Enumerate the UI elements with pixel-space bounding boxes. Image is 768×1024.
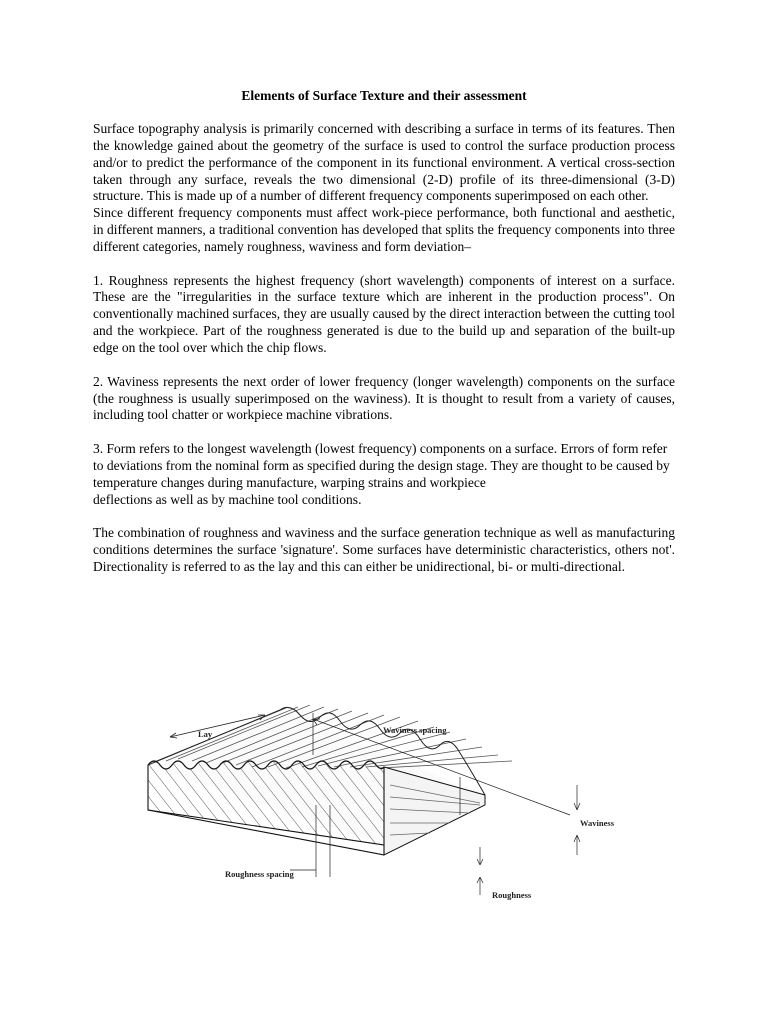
paragraph-convention: Since different frequency components must affect work-piece performance, both functional and aesthetic, in different manners, a traditional convention has developed that splits the frequency components into three different categories, namely roughness, waviness and form deviation–	[93, 205, 675, 254]
waviness-spacing-label: Waviness spacing	[383, 725, 447, 735]
specimen-block	[140, 705, 512, 855]
roughness-spacing-label: Roughness spacing	[225, 869, 294, 879]
lay-label: Lay	[198, 729, 213, 739]
paragraph-intro: Surface topography analysis is primarily concerned with describing a surface in terms of its features. Then the knowledge gained about the geometry of the surface is used to control the surface production process and/or to predict the performance of the component in its functional environment. A vertical cross-section taken through any surface, reveals the two dimensional (2-D) profile of its three-dimensional (3-D) structure. This is made up of a number of different frequency components superimposed on each other.	[93, 121, 675, 204]
paragraph-roughness: 1. Roughness represents the highest frequency (short wavelength) components of interest on a surface. These are the "irregularities in the surface texture which are inherent in the production process". On conventionally machined surfaces, they are usually caused by the direct interaction between the cutting tool and the workpiece. Part of the roughness generated is due to the build up and separation of the built-up edge on the tool over which the chip flows.	[93, 272, 675, 355]
roughness-annotation	[477, 847, 532, 900]
document-body	[93, 121, 675, 576]
surface-texture-diagram	[140, 705, 640, 905]
paragraph-form-continued: deflections as well as by machine tool conditions.	[93, 491, 362, 507]
paragraph-combination: The combination of roughness and waviness and the surface generation technique as well as manufacturing conditions determines the surface 'signature'. Some surfaces have deterministic characteristics, others not'. Directionality is referred to as the lay and this can either be unidirectional, bi- or multi-directional.	[93, 525, 675, 574]
document-title: Elements of Surface Texture and their assessment	[241, 88, 527, 103]
roughness-label: Roughness	[492, 890, 532, 900]
paragraph-form: 3. Form refers to the longest wavelength (lowest frequency) components on a surface. Errors of form refer to deviations from the nominal form as specified during the design stage. They are thought to be caused by temperature changes during manufacture, warping strains and workpiece	[93, 441, 670, 490]
surface-texture-figure	[140, 705, 640, 905]
waviness-label: Waviness	[580, 818, 615, 828]
paragraph-waviness: 2. Waviness represents the next order of lower frequency (longer wavelength) components on the surface (the roughness is usually superimposed on the waviness). It is thought to result from a variety of causes, including tool chatter or workpiece machine vibrations.	[93, 373, 675, 423]
waviness-annotation	[574, 785, 615, 855]
